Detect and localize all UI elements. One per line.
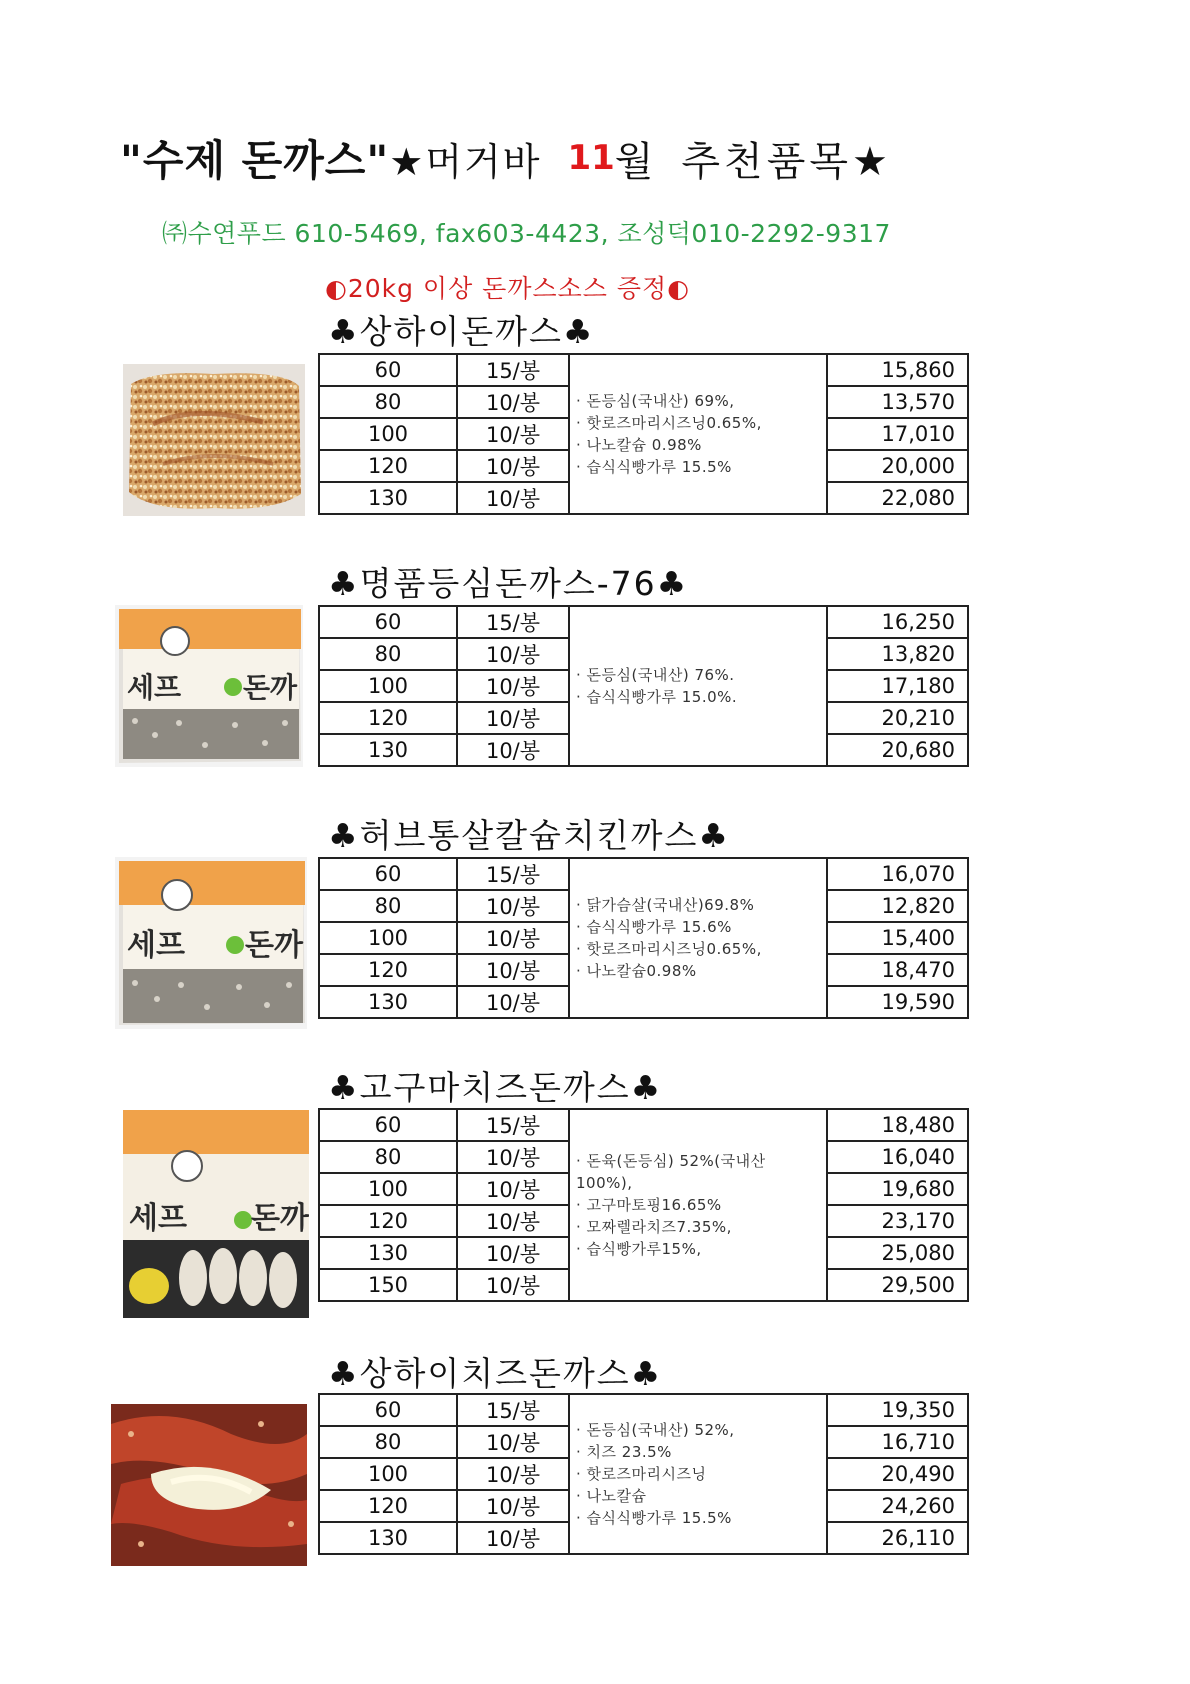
weight-cell: 80 bbox=[319, 890, 457, 922]
product-image-package bbox=[115, 605, 303, 767]
ingredient-line: · 습식식빵가루 15.0%. bbox=[576, 688, 738, 706]
price-cell: 16,710 bbox=[827, 1426, 968, 1458]
unit-cell: 10/봉 bbox=[457, 1141, 569, 1173]
product-title: ♣허브통살칼슘치킨까스♣ bbox=[328, 816, 730, 855]
promo-banner: ◐20kg 이상 돈까스소스 증정◐ bbox=[325, 274, 690, 303]
price-cell: 17,180 bbox=[827, 670, 968, 702]
weight-cell: 80 bbox=[319, 1426, 457, 1458]
unit-cell: 10/봉 bbox=[457, 1237, 569, 1269]
product-title: ♣상하이돈까스♣ bbox=[328, 312, 595, 351]
product-title: ♣상하이치즈돈까스♣ bbox=[328, 1354, 663, 1393]
unit-cell: 10/봉 bbox=[457, 482, 569, 514]
unit-cell: 10/봉 bbox=[457, 1426, 569, 1458]
weight-cell: 150 bbox=[319, 1269, 457, 1301]
brand-text: "수제 돈까스" bbox=[120, 136, 390, 185]
table-row bbox=[319, 858, 968, 890]
ingredient-line: · 습식빵가루15%, bbox=[576, 1240, 702, 1258]
price-cell: 18,480 bbox=[827, 1109, 968, 1141]
price-cell: 20,210 bbox=[827, 702, 968, 734]
weight-cell: 120 bbox=[319, 1490, 457, 1522]
weight-cell: 80 bbox=[319, 386, 457, 418]
price-cell: 16,040 bbox=[827, 1141, 968, 1173]
month-number: 11 bbox=[567, 138, 615, 178]
price-table bbox=[318, 1108, 969, 1302]
unit-cell: 15/봉 bbox=[457, 1109, 569, 1141]
product-title: ♣고구마치즈돈까스♣ bbox=[328, 1068, 663, 1107]
product-image-package-with-dish bbox=[123, 1110, 309, 1318]
unit-cell: 10/봉 bbox=[457, 1205, 569, 1237]
ingredient-line: · 모짜렐라치즈7.35%, bbox=[576, 1218, 732, 1236]
weight-cell: 80 bbox=[319, 1141, 457, 1173]
price-cell: 22,080 bbox=[827, 482, 968, 514]
weight-cell: 60 bbox=[319, 858, 457, 890]
ingredient-line: · 돈등심(국내산) 52%, bbox=[576, 1421, 735, 1439]
weight-cell: 120 bbox=[319, 1205, 457, 1237]
package-label-2: 돈까 bbox=[243, 671, 298, 704]
unit-cell: 10/봉 bbox=[457, 954, 569, 986]
price-cell: 16,250 bbox=[827, 606, 968, 638]
weight-cell: 130 bbox=[319, 1522, 457, 1554]
ingredient-line: · 습식식빵가루 15.6% bbox=[576, 918, 732, 936]
ingredient-line: · 핫로즈마리시즈닝0.65%, bbox=[576, 940, 762, 958]
price-table bbox=[318, 353, 969, 515]
title-mid: ★머거바 bbox=[389, 140, 542, 184]
unit-cell: 10/봉 bbox=[457, 734, 569, 766]
recommend-text: 추천품목★ bbox=[681, 139, 892, 185]
weight-cell: 60 bbox=[319, 1394, 457, 1426]
weight-cell: 130 bbox=[319, 734, 457, 766]
contact-info: ㈜수연푸드 610-5469, fax603-4423, 조성덕010-2292-9317 bbox=[162, 219, 891, 248]
weight-cell: 120 bbox=[319, 702, 457, 734]
ingredient-line: · 나노칼슘 bbox=[576, 1487, 647, 1505]
unit-cell: 10/봉 bbox=[457, 702, 569, 734]
weight-cell: 100 bbox=[319, 670, 457, 702]
price-cell: 19,350 bbox=[827, 1394, 968, 1426]
unit-cell: 15/봉 bbox=[457, 354, 569, 386]
product-image-fried-cutlet bbox=[123, 364, 305, 516]
ingredient-cell bbox=[569, 1394, 827, 1554]
unit-cell: 10/봉 bbox=[457, 386, 569, 418]
price-cell: 13,820 bbox=[827, 638, 968, 670]
product-image-cheese-cutlet bbox=[111, 1404, 307, 1566]
price-cell: 16,070 bbox=[827, 858, 968, 890]
price-cell: 17,010 bbox=[827, 418, 968, 450]
ingredient-line: · 치즈 23.5% bbox=[576, 1443, 672, 1461]
price-cell: 20,000 bbox=[827, 450, 968, 482]
weight-cell: 130 bbox=[319, 986, 457, 1018]
product-title: ♣명품등심돈까스-76♣ bbox=[328, 564, 689, 603]
month-word: 월 bbox=[614, 139, 656, 185]
package-label: 세프 bbox=[127, 928, 185, 963]
price-cell: 18,470 bbox=[827, 954, 968, 986]
weight-cell: 60 bbox=[319, 1109, 457, 1141]
page-title bbox=[120, 128, 892, 188]
price-cell: 15,860 bbox=[827, 354, 968, 386]
price-cell: 13,570 bbox=[827, 386, 968, 418]
price-cell: 12,820 bbox=[827, 890, 968, 922]
weight-cell: 130 bbox=[319, 1237, 457, 1269]
ingredient-line: · 나노칼슘 0.98% bbox=[576, 436, 702, 454]
weight-cell: 100 bbox=[319, 418, 457, 450]
price-cell: 20,680 bbox=[827, 734, 968, 766]
price-cell: 24,260 bbox=[827, 1490, 968, 1522]
table-row bbox=[319, 354, 968, 386]
ingredient-line: · 핫로즈마리시즈닝 bbox=[576, 1465, 707, 1483]
ingredient-line: · 돈등심(국내산) 76%. bbox=[576, 666, 735, 684]
price-cell: 19,680 bbox=[827, 1173, 968, 1205]
unit-cell: 10/봉 bbox=[457, 1490, 569, 1522]
unit-cell: 10/봉 bbox=[457, 1173, 569, 1205]
ingredient-line: · 돈육(돈등심) 52%(국내산 bbox=[576, 1152, 766, 1170]
ingredient-line: · 돈등심(국내산) 69%, bbox=[576, 392, 735, 410]
price-table bbox=[318, 605, 969, 767]
product-image-package bbox=[115, 857, 307, 1029]
unit-cell: 10/봉 bbox=[457, 922, 569, 954]
unit-cell: 15/봉 bbox=[457, 606, 569, 638]
package-label: 세프 bbox=[129, 1201, 187, 1236]
ingredient-line: 100%), bbox=[576, 1174, 633, 1192]
price-cell: 19,590 bbox=[827, 986, 968, 1018]
unit-cell: 10/봉 bbox=[457, 890, 569, 922]
unit-cell: 15/봉 bbox=[457, 858, 569, 890]
weight-cell: 120 bbox=[319, 450, 457, 482]
unit-cell: 10/봉 bbox=[457, 1269, 569, 1301]
weight-cell: 100 bbox=[319, 1173, 457, 1205]
ingredient-cell bbox=[569, 858, 827, 1018]
ingredient-line: · 닭가슴살(국내산)69.8% bbox=[576, 896, 755, 914]
price-cell: 29,500 bbox=[827, 1269, 968, 1301]
unit-cell: 10/봉 bbox=[457, 1522, 569, 1554]
table-row bbox=[319, 606, 968, 638]
table-row bbox=[319, 1109, 968, 1141]
price-cell: 25,080 bbox=[827, 1237, 968, 1269]
ingredient-line: · 습식식빵가루 15.5% bbox=[576, 458, 732, 476]
price-cell: 26,110 bbox=[827, 1522, 968, 1554]
unit-cell: 10/봉 bbox=[457, 986, 569, 1018]
price-table bbox=[318, 1393, 969, 1555]
unit-cell: 15/봉 bbox=[457, 1394, 569, 1426]
ingredient-cell bbox=[569, 354, 827, 514]
table-row bbox=[319, 1394, 968, 1426]
package-label-2: 돈까 bbox=[245, 928, 303, 963]
weight-cell: 100 bbox=[319, 1458, 457, 1490]
unit-cell: 10/봉 bbox=[457, 450, 569, 482]
weight-cell: 80 bbox=[319, 638, 457, 670]
unit-cell: 10/봉 bbox=[457, 1458, 569, 1490]
ingredient-cell bbox=[569, 606, 827, 766]
price-cell: 20,490 bbox=[827, 1458, 968, 1490]
price-table bbox=[318, 857, 969, 1019]
weight-cell: 60 bbox=[319, 354, 457, 386]
package-label-2: 돈까 bbox=[251, 1201, 309, 1236]
weight-cell: 120 bbox=[319, 954, 457, 986]
price-cell: 23,170 bbox=[827, 1205, 968, 1237]
price-cell: 15,400 bbox=[827, 922, 968, 954]
weight-cell: 130 bbox=[319, 482, 457, 514]
ingredient-cell bbox=[569, 1109, 827, 1301]
ingredient-line: · 고구마토핑16.65% bbox=[576, 1196, 722, 1214]
weight-cell: 60 bbox=[319, 606, 457, 638]
ingredient-line: · 핫로즈마리시즈닝0.65%, bbox=[576, 414, 762, 432]
unit-cell: 10/봉 bbox=[457, 670, 569, 702]
package-label: 세프 bbox=[127, 671, 182, 704]
unit-cell: 10/봉 bbox=[457, 638, 569, 670]
ingredient-line: · 나노칼슘0.98% bbox=[576, 962, 697, 980]
unit-cell: 10/봉 bbox=[457, 418, 569, 450]
ingredient-line: · 습식식빵가루 15.5% bbox=[576, 1509, 732, 1527]
weight-cell: 100 bbox=[319, 922, 457, 954]
